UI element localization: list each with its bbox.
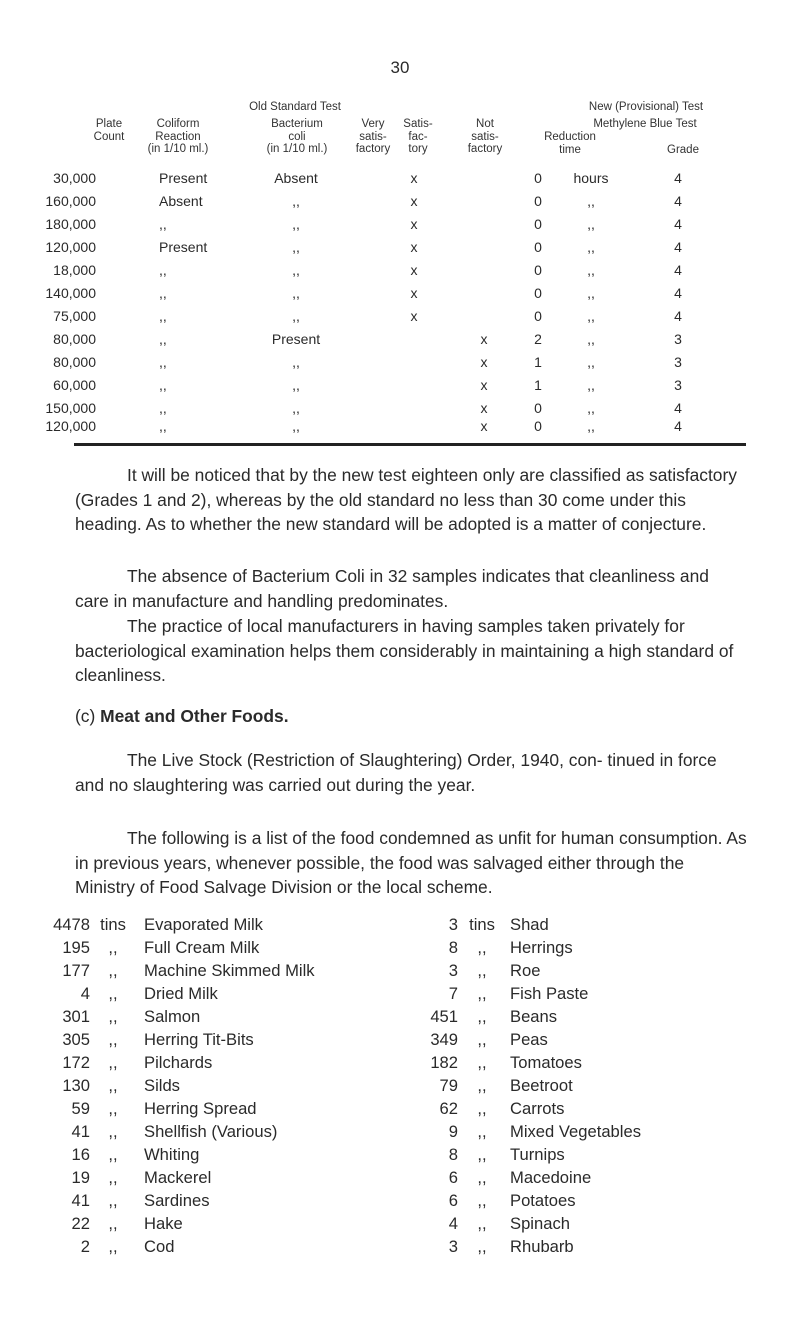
- header-bacterium: Bacterium coli (in 1/10 ml.): [266, 118, 328, 155]
- header-new-provisional: New (Provisional) Test: [588, 101, 704, 113]
- header-very-satisfactory: Very satis- factory: [355, 118, 391, 155]
- header-old-standard: Old Standard Test: [249, 101, 341, 113]
- section-label: (c): [75, 706, 96, 726]
- list-item: 177 ,, Machine Skimmed Milk 3 ,, Roe: [62, 961, 541, 980]
- table-row: 140,000 ,, ,, x 0 ,, 4: [45, 285, 682, 301]
- header-coliform: Coliform Reaction (in 1/10 ml.): [147, 118, 209, 155]
- list-item: 41 ,, Shellfish (Various) 9 ,, Mixed Vegetables: [71, 1122, 641, 1141]
- list-item: 301 ,, Salmon 451 ,, Beans: [62, 1007, 558, 1026]
- list-item: 22 ,, Hake 4 ,, Spinach: [71, 1214, 570, 1233]
- table-bottom-rule: [74, 443, 746, 446]
- section-heading: [75, 706, 289, 727]
- paragraph-food-condemned: The following is a list of the food condemned as unfit for human consumption. As in previous years, whenever possible, the food was salvaged either through the Ministry of Food Salvage Division or the local scheme.: [75, 828, 747, 898]
- header-reduction-time: Reduction time: [544, 131, 596, 156]
- table-row: 60,000 ,, ,, x 1 ,, 3: [53, 377, 682, 393]
- header-methylene: Methylene Blue Test: [593, 118, 697, 130]
- table-row: 180,000 ,, ,, x 0 ,, 4: [45, 216, 682, 232]
- paragraph-private-samples: The practice of local manufacturers in having samples taken privately for bacteriological examination helps them considerably in maintaining a high standard of cleanliness.: [75, 616, 734, 686]
- table-row: 80,000 ,, Present x 2 ,, 3: [53, 331, 682, 347]
- paragraph-grades: It will be noticed that by the new test eighteen only are classified as satisfactory (Grades 1 and 2), whereas by the old standard no less than 30 come under this heading. As to whether the new standard will be adopted is a matter of conjecture.: [75, 465, 737, 535]
- paragraph-bacterium-coli: The absence of Bacterium Coli in 32 samples indicates that cleanliness and care in manufacture and handling predominates.: [75, 566, 709, 611]
- list-item: 130 ,, Silds 79 ,, Beetroot: [62, 1076, 573, 1095]
- header-plate-count: Plate Count: [93, 118, 125, 143]
- paragraph-live-stock-order: The Live Stock (Restriction of Slaughtering) Order, 1940, con- tinued in force and no slaughtering was carried out during the year.: [75, 750, 717, 795]
- table-row: 150,000 ,, ,, x 0 ,, 4: [45, 400, 682, 416]
- list-item: 19 ,, Mackerel 6 ,, Macedoine: [71, 1168, 592, 1187]
- section-title: Meat and Other Foods.: [100, 706, 289, 726]
- table-row: 75,000 ,, ,, x 0 ,, 4: [53, 308, 682, 324]
- list-item: 305 ,, Herring Tit-Bits 349 ,, Peas: [62, 1030, 548, 1049]
- list-item: 195 ,, Full Cream Milk 8 ,, Herrings: [62, 938, 573, 957]
- list-item: 16 ,, Whiting 8 ,, Turnips: [71, 1145, 565, 1164]
- table-row: 80,000 ,, ,, x 1 ,, 3: [53, 354, 682, 370]
- page-number: 30: [390, 58, 410, 77]
- list-item: 59 ,, Herring Spread 62 ,, Carrots: [71, 1099, 565, 1118]
- header-satisfactory: Satis- fac- tory: [403, 118, 433, 155]
- table-row: 30,000 Present Absent x 0 hours 4: [53, 170, 682, 186]
- list-item: 2 ,, Cod 3 ,, Rhubarb: [80, 1237, 574, 1256]
- table-row: 18,000 ,, ,, x 0 ,, 4: [53, 262, 682, 278]
- list-item: 4478 tins Evaporated Milk 3 tins Shad: [53, 915, 549, 934]
- table-row: 120,000 ,, ,, x 0 ,, 4: [45, 418, 682, 434]
- table-row: 120,000 Present ,, x 0 ,, 4: [45, 239, 682, 255]
- list-item: 4 ,, Dried Milk 7 ,, Fish Paste: [80, 984, 589, 1003]
- list-item: 41 ,, Sardines 6 ,, Potatoes: [71, 1191, 576, 1210]
- list-item: 172 ,, Pilchards 182 ,, Tomatoes: [62, 1053, 582, 1072]
- header-not-satisfactory: Not satis- factory: [467, 118, 503, 155]
- header-grade: Grade: [667, 144, 699, 156]
- table-row: 160,000 Absent ,, x 0 ,, 4: [45, 193, 682, 209]
